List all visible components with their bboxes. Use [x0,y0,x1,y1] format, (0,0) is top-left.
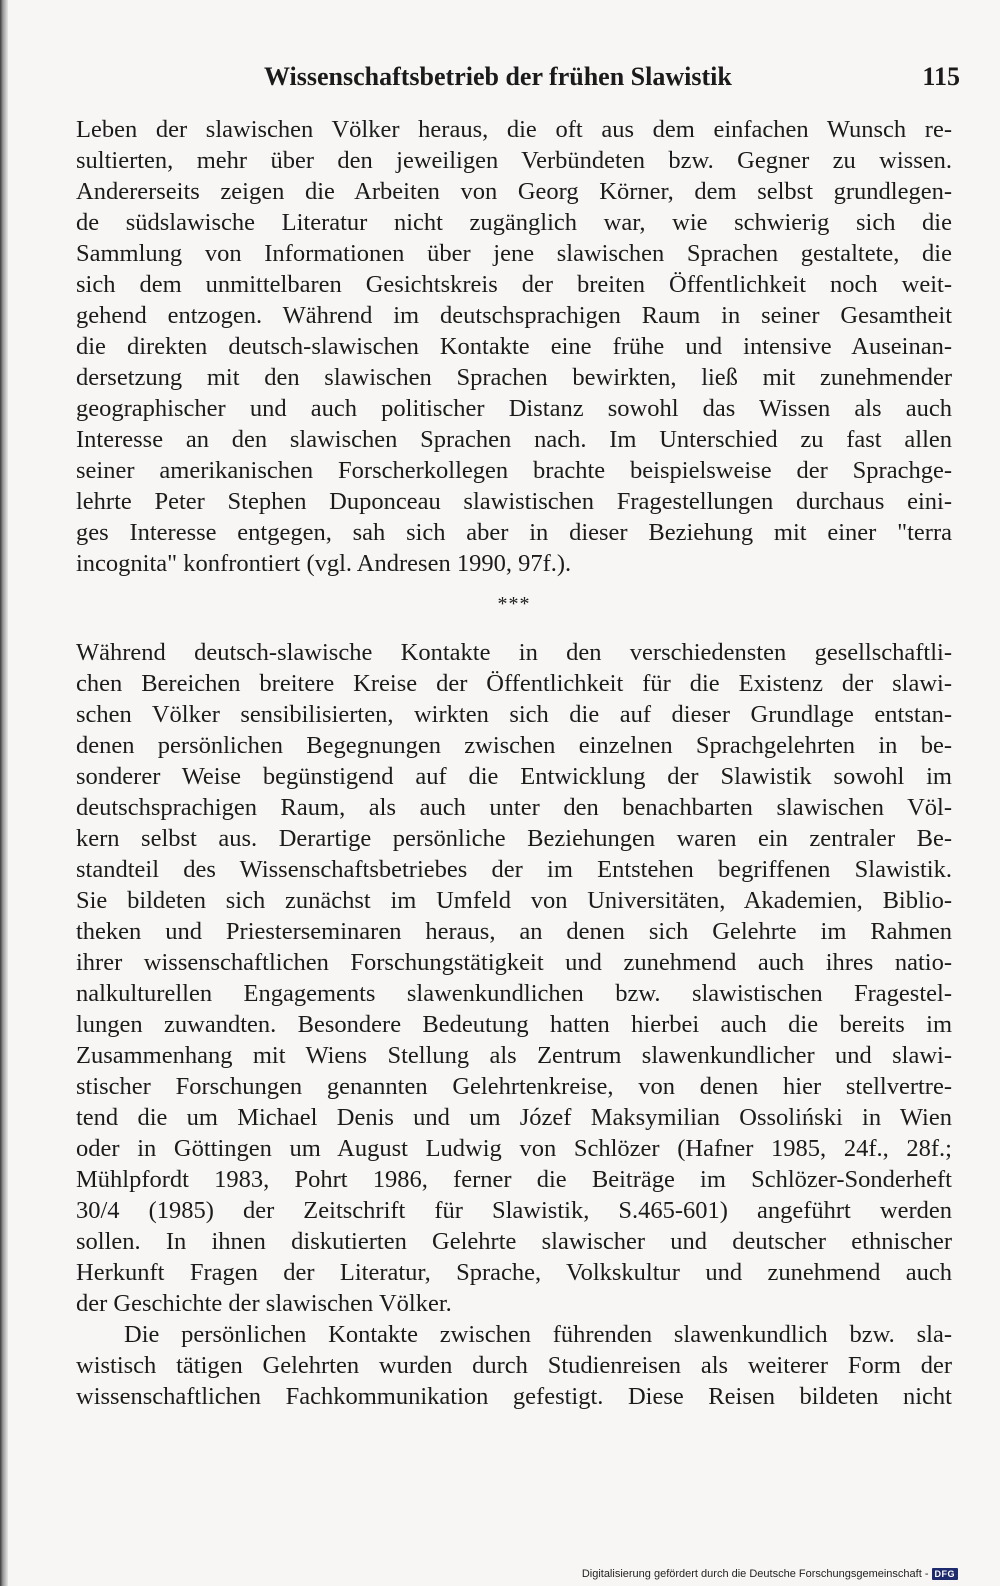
text-line: standteil des Wissenschaftsbetriebes der im Entstehen begriffenen Slawistik. [76,856,952,883]
text-line: theken und Priesterseminaren heraus, an denen sich Gelehrte im Rahmen [76,918,952,945]
text-line: denen persönlichen Begegnungen zwischen einzelnen Sprachgelehrten in be- [76,732,952,759]
paragraph-2 [76,637,952,1319]
page-number: 115 [922,62,960,91]
text-line: deutschsprachigen Raum, als auch unter den benachbarten slawischen Völ- [76,794,952,821]
text-line: chen Bereichen breitere Kreise der Öffentlichkeit für die Existenz der slawi- [76,670,952,697]
running-title: Wissenschaftsbetrieb der frühen Slawistik [264,62,732,91]
text-line: der Geschichte der slawischen Völker. [76,1290,452,1317]
page-header [76,62,960,102]
text-line: sonderer Weise begünstigend auf die Entwicklung der Slawistik sowohl im [76,763,952,790]
text-line: nalkulturellen Engagements slawenkundlichen bzw. slawistischen Fragestel- [76,980,952,1007]
text-line: gehend entzogen. Während im deutschsprachigen Raum in seiner Gesamtheit [76,302,952,329]
text-line: tend die um Michael Denis und um Józef Maksymilian Ossoliński in Wien [76,1104,952,1131]
section-separator: *** [497,593,531,615]
text-line: wistisch tätigen Gelehrten wurden durch Studienreisen als weiterer Form der [76,1352,952,1379]
credit-text: Digitalisierung gefördert durch die Deutsche Forschungsgemeinschaft - [581,1568,929,1580]
text-line: de südslawische Literatur nicht zugänglich war, wie schwierig sich die [76,209,952,236]
text-line: Sie bildeten sich zunächst im Umfeld von Universitäten, Akademien, Biblio- [76,887,952,914]
paragraph-3 [76,1319,952,1412]
text-line: sich dem unmittelbaren Gesichtskreis der breiten Öffentlichkeit noch weit- [76,271,952,298]
text-line: incognita" konfrontiert (vgl. Andresen 1990, 97f.). [76,550,572,577]
text-line: Die persönlichen Kontakte zwischen führenden slawenkundlich bzw. sla- [124,1321,952,1348]
text-line: lungen zuwandten. Besondere Bedeutung hatten hierbei auch die bereits im [76,1011,952,1038]
text-line: Zusammenhang mit Wiens Stellung als Zentrum slawenkundlicher und slawi- [76,1042,952,1069]
body-text [76,114,952,1412]
text-line: sollen. In ihnen diskutierten Gelehrte slawischer und deutscher ethnischer [76,1228,952,1255]
text-line: schen Völker sensibilisierten, wirkten sich die auf dieser Grundlage entstan- [76,701,952,728]
text-line: Leben der slawischen Völker heraus, die oft aus dem einfachen Wunsch re- [76,116,952,143]
text-line: Interesse an den slawischen Sprachen nach. Im Unterschied zu fast allen [76,426,952,453]
text-line: oder in Göttingen um August Ludwig von Schlözer (Hafner 1985, 24f., 28f.; [76,1135,952,1162]
binding-shadow [0,0,8,1586]
text-line: kern selbst aus. Derartige persönliche Beziehungen waren ein zentraler Be- [76,825,952,852]
text-line: die direkten deutsch-slawischen Kontakte eine frühe und intensive Auseinan- [76,333,952,360]
text-line: wissenschaftlichen Fachkommunikation gefestigt. Diese Reisen bildeten nicht [76,1383,952,1410]
text-line: seiner amerikanischen Forscherkollegen brachte beispielsweise der Sprachge- [76,457,952,484]
text-line: sultierten, mehr über den jeweiligen Verbündeten bzw. Gegner zu wissen. [76,147,952,174]
text-line: 30/4 (1985) der Zeitschrift für Slawistik, S.465-601) angeführt werden [76,1197,952,1224]
paragraph-1 [76,114,952,579]
text-line: stischer Forschungen genannten Gelehrtenkreise, von denen hier stellvertre- [76,1073,952,1100]
dfg-logo: DFG [932,1568,959,1580]
text-line: Andererseits zeigen die Arbeiten von Georg Körner, dem selbst grundlegen- [76,178,952,205]
text-line: Sammlung von Informationen über jene slawischen Sprachen gestaltete, die [76,240,952,267]
digitization-credit [582,1564,958,1584]
text-line: dersetzung mit den slawischen Sprachen bewirkten, ließ mit zunehmender [76,364,952,391]
text-line: geographischer und auch politischer Distanz sowohl das Wissen als auch [76,395,952,422]
text-line: Mühlpfordt 1983, Pohrt 1986, ferner die Beiträge im Schlözer-Sonderheft [76,1166,952,1193]
text-line: lehrte Peter Stephen Duponceau slawistischen Fragestellungen durchaus eini- [76,488,952,515]
text-line: ihrer wissenschaftlichen Forschungstätigkeit und zunehmend auch ihres natio- [76,949,952,976]
text-line: ges Interesse entgegen, sah sich aber in dieser Beziehung mit einer "terra [76,519,952,546]
text-line: Während deutsch-slawische Kontakte in den verschiedensten gesellschaftli- [76,639,952,666]
text-line: Herkunft Fragen der Literatur, Sprache, Volkskultur und zunehmend auch [76,1259,952,1286]
